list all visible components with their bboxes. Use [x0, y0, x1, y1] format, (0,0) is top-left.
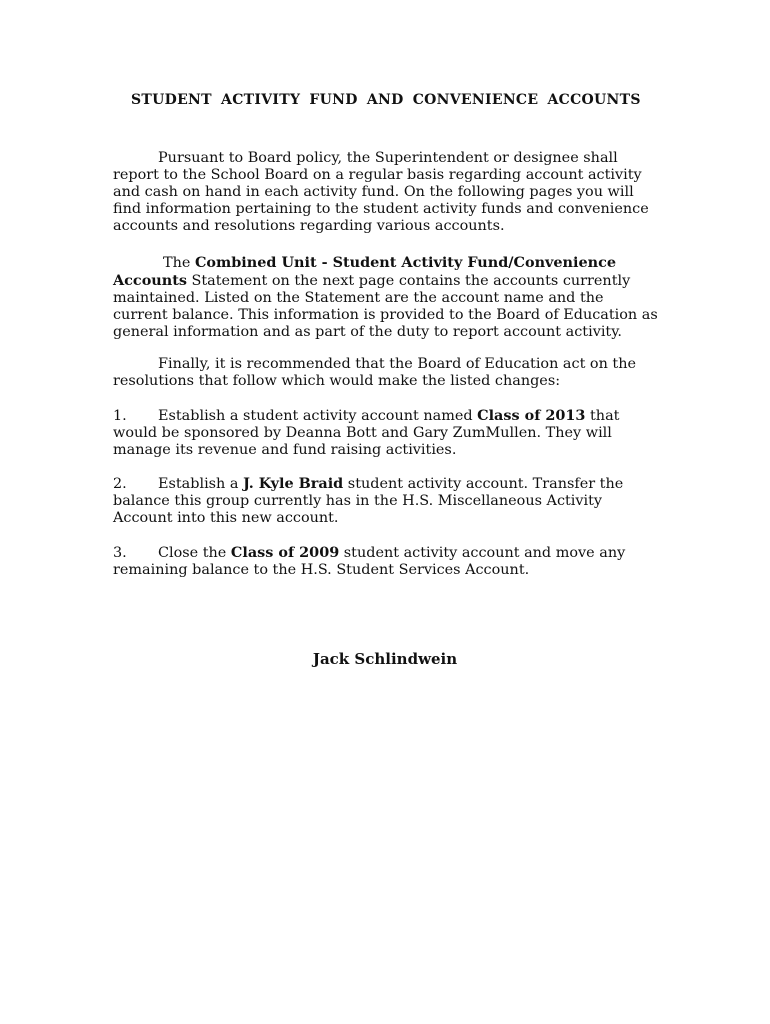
resolution-number: 3. — [113, 545, 127, 561]
resolution-post: student activity account and move any remaining balance to the H.S. Student Services Account. — [113, 545, 626, 578]
resolution-account-name: Class of 2013 — [477, 407, 586, 424]
resolution-item — [113, 407, 658, 459]
statement-paragraph — [113, 254, 658, 341]
signature-name: Jack Schlindwein — [312, 650, 458, 668]
page-title: STUDENT ACTIVITY FUND AND CONVENIENCE ACCOUNTS — [131, 92, 641, 108]
resolution-number: 1. — [113, 408, 127, 424]
statement-pre: The — [163, 255, 195, 271]
statement-title: Combined Unit - Student Activity Fund/Convenience Accounts — [113, 254, 617, 289]
recommendation-paragraph: Finally, it is recommended that the Board of Education act on the resolutions that follow which would make the listed changes: — [113, 356, 637, 389]
resolution-pre: Close the — [158, 545, 231, 561]
resolution-account-name: Class of 2009 — [230, 544, 340, 561]
resolution-item — [113, 475, 658, 527]
resolution-account-name: J. Kyle Braid — [243, 475, 344, 492]
resolution-number: 2. — [113, 476, 127, 492]
resolution-item — [113, 544, 658, 579]
intro-paragraph: Pursuant to Board policy, the Superintendent or designee shall report to the School Board on a regular basis regarding account activity and cash on hand in each activity fund. On the following pages you will find information pertaining to the student activity funds and convenience accounts and resolutions regarding various accounts. — [113, 150, 649, 234]
resolution-post: student activity account. Transfer the balance this group currently has in the H.S. Miscellaneous Activity Account into this new account. — [113, 476, 624, 526]
resolution-pre: Establish a student activity account named — [158, 408, 478, 424]
resolution-pre: Establish a — [158, 476, 244, 492]
resolution-post: that would be sponsored by Deanna Bott and Gary ZumMullen. They will manage its revenue and fund raising activities. — [113, 408, 620, 458]
statement-post: Statement on the next page contains the accounts currently maintained. Listed on the Statement are the account name and the current balance. This information is provided to the Board of Education as general information and as part of the duty to report account activity. — [113, 273, 658, 340]
